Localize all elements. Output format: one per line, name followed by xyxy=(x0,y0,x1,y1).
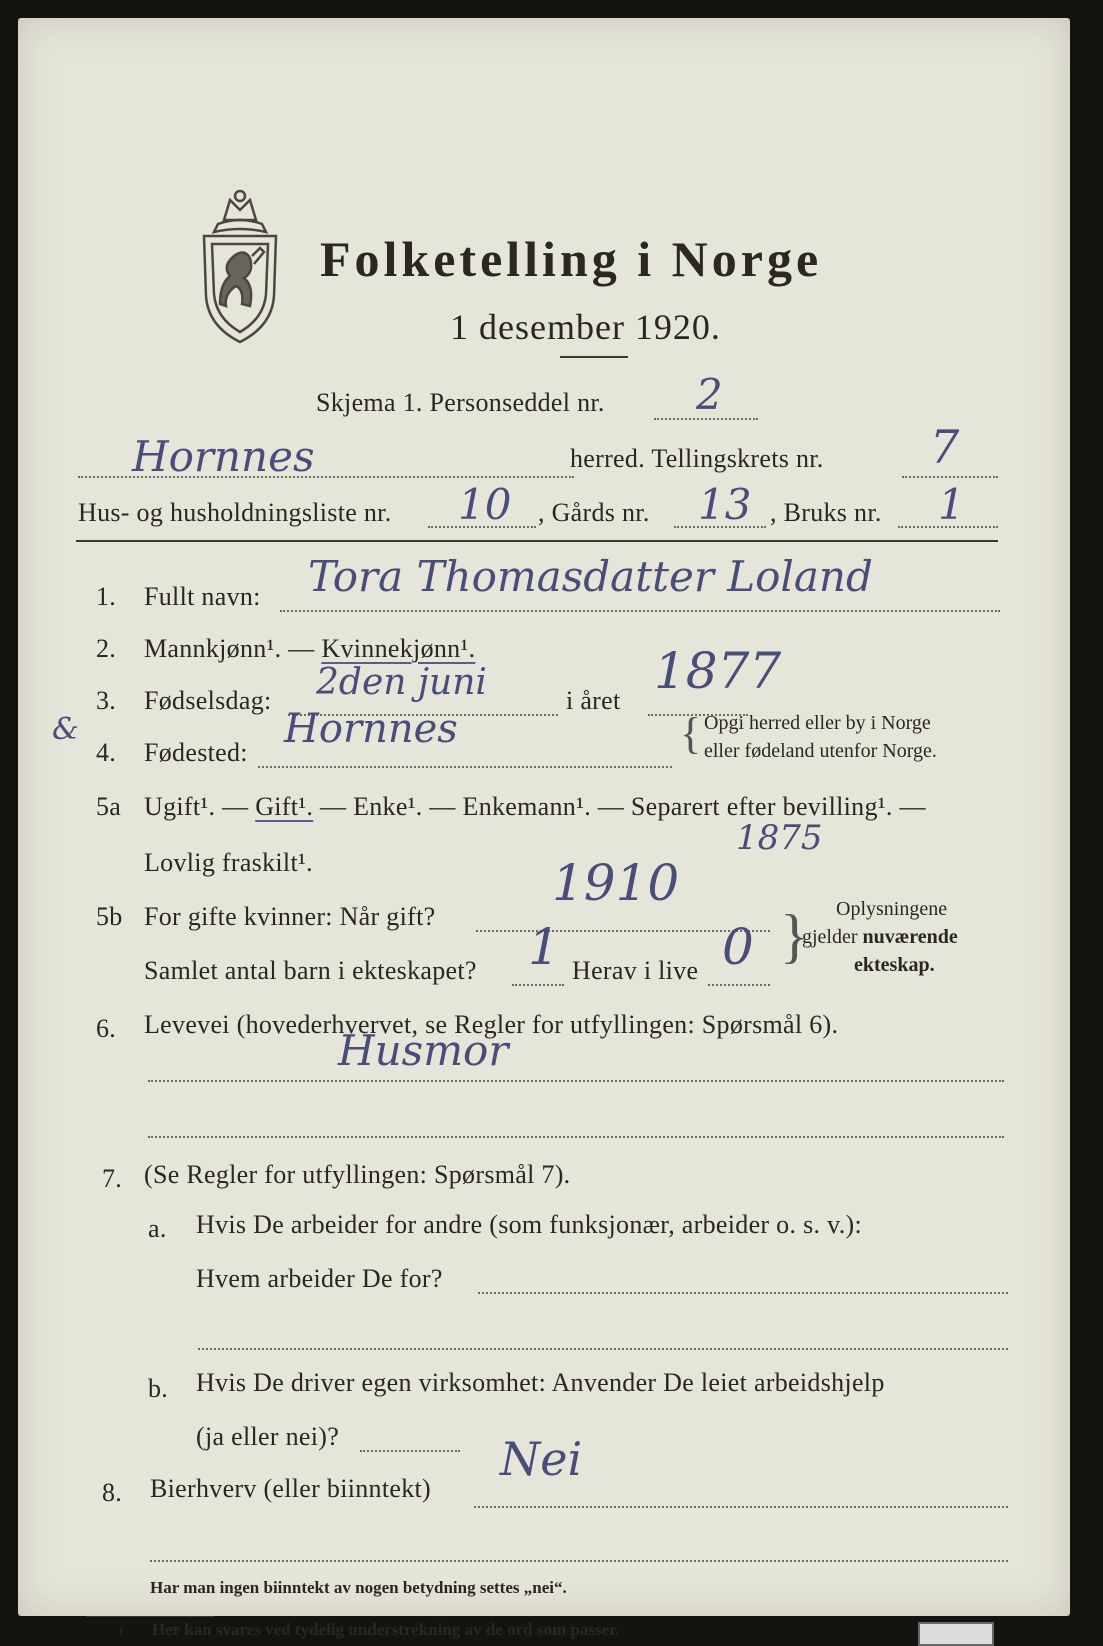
marriage-note-line-1: Oplysningene xyxy=(836,898,948,920)
birth-year-label: i året xyxy=(566,686,621,715)
marital-separator: — xyxy=(215,792,256,821)
census-district-value[interactable]: 7 xyxy=(930,420,960,474)
header-divider xyxy=(76,540,998,542)
census-district-field-line xyxy=(902,476,998,478)
side-income-field-line-1 xyxy=(474,1506,1008,1508)
full-name-label: Fullt navn: xyxy=(144,582,261,611)
marital-separator: — xyxy=(313,792,354,821)
q7a-label: Hvis De arbeider for andre (som funksjonær, arbeider o. s. v.): xyxy=(196,1210,862,1239)
q4-number: 4. xyxy=(96,738,117,767)
marital-separator: — xyxy=(591,792,631,821)
norway-coat-of-arms-icon xyxy=(194,186,286,346)
birthplace-field-line xyxy=(258,766,672,768)
children-alive-field-line xyxy=(708,984,770,986)
farm-number-value[interactable]: 13 xyxy=(698,480,752,529)
title-divider xyxy=(560,356,628,358)
birthplace-note-line-1: Opgi herred eller by i Norge xyxy=(704,712,931,734)
holding-number-label: , Bruks nr. xyxy=(770,498,882,527)
sex-female-option-selected[interactable]: Kvinnekjønn¹. xyxy=(321,634,476,663)
birth-date-label: Fødselsdag: xyxy=(144,686,272,715)
sex-separator: — xyxy=(288,634,322,663)
birthplace-value[interactable]: Hornnes xyxy=(284,706,458,752)
printer-stamp xyxy=(918,1622,994,1646)
municipality-value[interactable]: Hornnes xyxy=(132,432,315,481)
marital-married-option-selected[interactable]: Gift¹. xyxy=(255,792,314,821)
q6-number: 6. xyxy=(96,1014,117,1043)
schema-label: Skjema 1. Personseddel nr. xyxy=(316,388,605,417)
birthplace-label: Fødested: xyxy=(144,738,248,767)
occupation-value[interactable]: Husmor xyxy=(338,1026,509,1075)
footnote-divider xyxy=(86,1616,214,1617)
form-date: 1 desember 1920. xyxy=(450,307,721,347)
side-income-field-line-2 xyxy=(150,1560,1008,1562)
marital-separator: — xyxy=(892,792,926,821)
children-alive-label: Herav i live xyxy=(572,956,699,985)
occupation-field-line-1 xyxy=(148,1080,1004,1082)
marital-margin-year: 1875 xyxy=(736,818,823,858)
birth-year-value[interactable]: 1877 xyxy=(654,642,782,700)
children-total-field-line xyxy=(512,984,564,986)
marital-divorced-option[interactable]: Lovlig fraskilt¹. xyxy=(144,848,313,877)
children-alive-value[interactable]: 0 xyxy=(722,918,754,976)
sex-options xyxy=(144,634,475,664)
marital-separator: — xyxy=(422,792,463,821)
municipality-label: herred. Tellingskrets nr. xyxy=(570,444,824,473)
employer-field-line-2 xyxy=(198,1348,1008,1350)
q7a-letter: a. xyxy=(148,1214,167,1243)
q8-number: 8. xyxy=(102,1478,123,1507)
q1-number: 1. xyxy=(96,582,117,611)
hired-help-field-line xyxy=(360,1450,460,1452)
married-when-label: For gifte kvinner: Når gift? xyxy=(144,902,436,931)
marital-unmarried-option[interactable]: Ugift¹. xyxy=(144,792,216,821)
marriage-note-line-2 xyxy=(802,926,958,949)
marriage-note-bold: nuværende xyxy=(862,926,958,948)
children-total-label: Samlet antal barn i ekteskapet? xyxy=(144,956,477,985)
married-when-value[interactable]: 1910 xyxy=(552,854,680,912)
household-list-label: Hus- og husholdningsliste nr. xyxy=(78,498,392,527)
full-name-field-line xyxy=(280,610,1000,612)
marriage-note-text: gjelder xyxy=(802,926,858,948)
side-income-note: Har man ingen biinntekt av nogen betydning settes „nei“. xyxy=(150,1578,567,1597)
q7-number: 7. xyxy=(102,1164,123,1193)
marital-separated-option[interactable]: Separert efter bevilling¹. xyxy=(630,792,893,821)
q7b-sublabel: (ja eller nei)? xyxy=(196,1422,340,1451)
q7-label: (Se Regler for utfyllingen: Spørsmål 7). xyxy=(144,1160,571,1189)
form-title: Folketelling i Norge xyxy=(320,231,823,287)
employer-field-line-1 xyxy=(478,1292,1008,1294)
q7b-label: Hvis De driver egen virksomhet: Anvender De leiet arbeidshjelp xyxy=(196,1368,885,1397)
marital-widow-option[interactable]: Enke¹. xyxy=(353,792,423,821)
occupation-label: Levevei (hovederhvervet, se Regler for utfyllingen: Spørsmål 6). xyxy=(144,1010,839,1039)
q5b-number: 5b xyxy=(96,902,123,931)
margin-mark: & xyxy=(52,712,79,747)
q3-number: 3. xyxy=(96,686,117,715)
occupation-field-line-2 xyxy=(148,1136,1004,1138)
farm-number-label: , Gårds nr. xyxy=(538,498,650,527)
birthplace-note-line-2: eller fødeland utenfor Norge. xyxy=(704,740,937,762)
full-name-value[interactable]: Tora Thomasdatter Loland xyxy=(308,552,873,601)
side-income-label: Bierhverv (eller biinntekt) xyxy=(150,1474,431,1503)
marriage-note-line-3: ekteskap. xyxy=(854,954,935,976)
person-slip-number[interactable]: 2 xyxy=(696,370,723,419)
holding-number-value[interactable]: 1 xyxy=(938,480,965,529)
footnote-text: Her kan svares ved tydelig understrekning av de ord som passer. xyxy=(152,1620,620,1639)
census-form-page xyxy=(18,18,1070,1639)
household-list-value[interactable]: 10 xyxy=(458,480,512,529)
birthplace-note-brace: { xyxy=(680,709,702,758)
footnote-mark: 1 xyxy=(118,1624,124,1638)
sex-male-option[interactable]: Mannkjønn¹. xyxy=(144,634,282,663)
q2-number: 2. xyxy=(96,634,117,663)
q7b-letter: b. xyxy=(148,1374,169,1403)
q5a-number: 5a xyxy=(96,792,122,821)
employer-label: Hvem arbeider De for? xyxy=(196,1264,443,1293)
side-income-value[interactable]: Nei xyxy=(500,1432,583,1486)
marriage-note-brace: } xyxy=(780,903,809,969)
children-total-value[interactable]: 1 xyxy=(528,918,560,976)
birth-date-value[interactable]: 2den juni xyxy=(316,662,487,703)
marital-widower-option[interactable]: Enkemann¹. xyxy=(462,792,591,821)
